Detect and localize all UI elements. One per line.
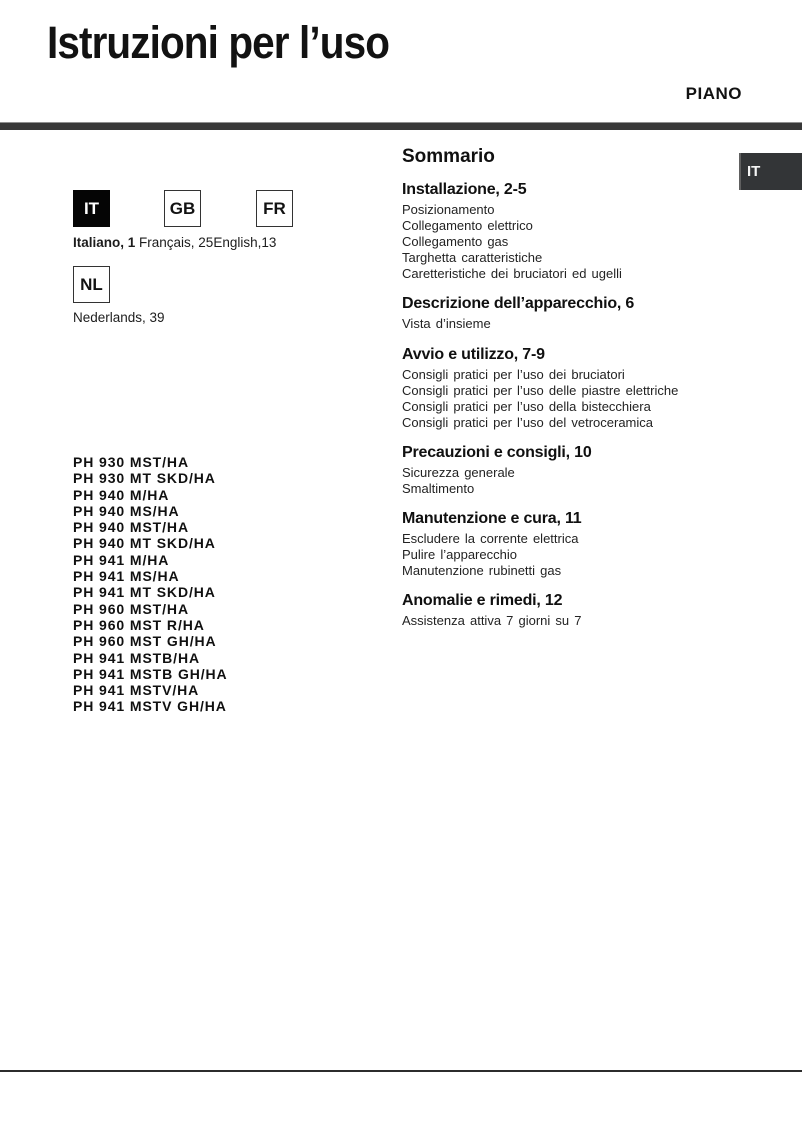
language-nl-line: Nederlands, 39 <box>73 310 165 325</box>
language-box-it <box>73 190 110 227</box>
header-divider-bar <box>0 122 802 130</box>
model-line: PH 941 MT SKD/HA <box>73 584 216 601</box>
model-line: PH 941 MSTV GH/HA <box>73 698 227 715</box>
toc-item: Consigli pratici per l’uso del vetroceramica <box>402 414 653 430</box>
toc-section-title: Avvio e utilizzo, 7-9 <box>402 345 545 363</box>
language-box-nl-label: NL <box>80 274 103 294</box>
toc-section-items <box>402 367 702 431</box>
toc-section-items <box>402 613 702 629</box>
model-line: PH 960 MST R/HA <box>73 616 205 633</box>
model-line: PH 941 MSTB/HA <box>73 649 200 666</box>
toc-item: Vista d’insieme <box>402 316 491 332</box>
toc-item: Pulire l’apparecchio <box>402 547 517 563</box>
toc-item: Consigli pratici per l’uso delle piastre elettriche <box>402 382 679 398</box>
model-line: PH 940 MST/HA <box>73 519 189 536</box>
toc-item: Escludere la corrente elettrica <box>402 531 579 547</box>
model-list <box>73 454 228 715</box>
toc-item: Caretteristiche dei bruciatori ed ugelli <box>402 266 622 282</box>
table-of-contents <box>402 147 702 642</box>
toc-item: Manutenzione rubinetti gas <box>402 563 562 579</box>
toc-item: Consigli pratici per l’uso dei bruciatori <box>402 366 625 382</box>
model-line: PH 940 MS/HA <box>73 502 180 519</box>
model-line: PH 941 MS/HA <box>73 568 180 585</box>
language-box-gb-label: GB <box>169 198 196 218</box>
toc-section-title: Descrizione dell’apparecchio, 6 <box>402 295 635 313</box>
toc-item: Collegamento elettrico <box>402 218 533 234</box>
toc-section <box>402 345 702 431</box>
toc-heading: Sommario <box>402 146 495 167</box>
model-line: PH 960 MST/HA <box>73 600 189 617</box>
toc-section-items <box>402 465 702 497</box>
model-line: PH 930 MT SKD/HA <box>73 470 216 487</box>
toc-section-title: Precauzioni e consigli, 10 <box>402 443 592 461</box>
toc-section-title: Installazione, 2-5 <box>402 181 527 198</box>
toc-section <box>402 294 702 332</box>
language-edge-tab <box>739 153 802 190</box>
toc-section-title: Anomalie e rimedi, 12 <box>402 592 563 610</box>
toc-section-items <box>402 531 702 579</box>
language-box-gb <box>164 190 201 227</box>
toc-section <box>402 591 702 629</box>
toc-item: Assistenza attiva 7 giorni su 7 <box>402 613 582 629</box>
model-line: PH 940 M/HA <box>73 486 170 503</box>
model-line: PH 930 MST/HA <box>73 454 189 470</box>
language-box-it-label: IT <box>83 198 100 218</box>
model-line: PH 960 MST GH/HA <box>73 633 217 650</box>
toc-item: Consigli pratici per l’uso della bistecchiera <box>402 398 651 414</box>
language-link: Français, 25 <box>135 235 214 250</box>
language-box-nl <box>73 266 110 303</box>
toc-section <box>402 509 702 579</box>
toc-item: Collegamento gas <box>402 234 509 250</box>
language-link: English,13 <box>213 235 277 250</box>
language-box-fr <box>256 190 293 227</box>
model-line: PH 941 MSTV/HA <box>73 682 200 699</box>
model-line: PH 940 MT SKD/HA <box>73 535 216 552</box>
toc-item: Targhetta caratteristiche <box>402 250 543 266</box>
language-link: Italiano, 1 <box>73 235 136 250</box>
language-links-line <box>73 234 276 251</box>
toc-item: Sicurezza generale <box>402 464 515 480</box>
toc-item: Smaltimento <box>402 481 475 497</box>
product-line-label: PIANO <box>685 84 742 103</box>
model-line: PH 941 M/HA <box>73 551 170 568</box>
toc-sections <box>402 180 702 630</box>
language-edge-tab-label: IT <box>747 163 761 180</box>
page-title: Istruzioni per l’uso <box>47 17 390 68</box>
footer-rule <box>0 1070 802 1072</box>
model-line: PH 941 MSTB GH/HA <box>73 665 228 682</box>
language-box-fr-label: FR <box>263 198 286 218</box>
toc-section-items <box>402 202 702 282</box>
toc-section <box>402 443 702 497</box>
toc-section-items <box>402 316 702 332</box>
toc-section-title: Manutenzione e cura, 11 <box>402 510 582 528</box>
toc-section <box>402 180 702 282</box>
toc-item: Posizionamento <box>402 202 495 217</box>
